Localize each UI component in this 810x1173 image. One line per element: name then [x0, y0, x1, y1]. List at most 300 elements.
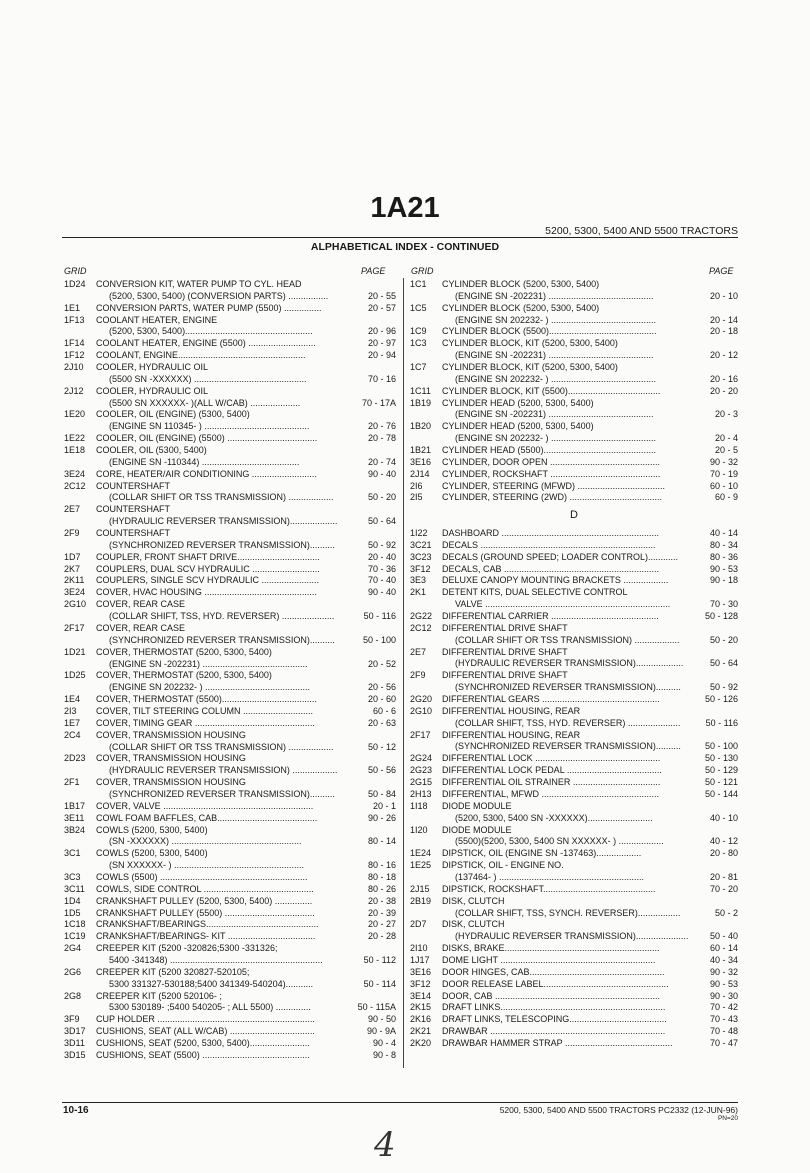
page-ref: 20 - 3 [714, 409, 738, 420]
grid-ref: 2K15 [410, 1002, 432, 1013]
section-letter-d: D [570, 509, 578, 522]
grid-ref: 1I20 [410, 824, 428, 835]
page-ref: 20 - 5 [714, 445, 738, 456]
index-row [64, 492, 396, 504]
page-ref: 90 - 8 [372, 1049, 396, 1060]
entry-description: CRANKSHAFT PULLEY (5200, 5300, 5400) ............... [96, 895, 313, 906]
index-row [410, 801, 738, 813]
entry-description: DIFFERENTIAL HOUSING, REAR [442, 729, 581, 740]
index-row [64, 753, 396, 765]
grid-ref: 2I10 [410, 943, 428, 954]
entry-description: COVER, THERMOSTAT (5200, 5300, 5400) [96, 670, 272, 681]
page-ref: 20 - 76 [367, 421, 396, 432]
grid-ref: 2K21 [410, 1026, 432, 1037]
grid-ref: 3C11 [64, 883, 85, 894]
grid-ref: 1C9 [410, 326, 427, 337]
grid-ref: 1C18 [64, 919, 86, 930]
entry-description: (COLLAR SHIFT OR TSS TRANSMISSION) .................. [109, 492, 334, 503]
page-ref: 20 - 20 [709, 385, 738, 396]
entry-description: COOLER, OIL (ENGINE) (5300, 5400) [96, 409, 250, 420]
entry-description: COUNTERSHAFT [96, 528, 170, 539]
grid-ref: 1F14 [64, 338, 85, 349]
entry-description: (5200, 5300, 5400 SN -XXXXXX).......................... [455, 812, 653, 823]
grid-ref: 1F13 [64, 314, 85, 325]
grid-ref: 3F9 [64, 1014, 80, 1025]
entry-description: CREEPER KIT (5200 520106- ; [96, 990, 222, 1001]
grid-ref: 2F9 [64, 528, 80, 539]
grid-ref: 1I18 [410, 800, 428, 811]
page-ref: 60 - 6 [372, 705, 396, 716]
index-row [410, 564, 738, 576]
page-ref: 50 - 116 [705, 717, 738, 728]
grid-ref: 2B19 [410, 895, 432, 906]
entry-description: (ENGINE SN -110344) ....................................... [109, 456, 300, 467]
page-ref: 70 - 30 [709, 599, 738, 610]
index-row [64, 421, 396, 433]
grid-ref: 1B21 [410, 445, 432, 456]
page-ref: 20 - 18 [709, 326, 738, 337]
index-row [64, 777, 396, 789]
page-ref: 90 - 50 [367, 1014, 396, 1025]
entry-description: DISK, CLUTCH [442, 919, 505, 930]
page-ref: 50 - 12 [367, 741, 396, 752]
page-ref: 50 - 2 [714, 907, 738, 918]
entry-description: (ENGINE SN 202232- ) .......................................... [455, 314, 657, 325]
entry-description: DIFFERENTIAL, MFWD ............................................... [442, 788, 660, 799]
grid-ref: 1D7 [64, 551, 81, 562]
entry-description: DIFFERENTIAL DRIVE SHAFT [442, 646, 568, 657]
entry-description: DELUXE CANOPY MOUNTING BRACKETS .................. [442, 575, 669, 586]
grid-ref: 3D11 [64, 1038, 85, 1048]
entry-description: DECALS, CAB .............................................................. [442, 563, 660, 574]
index-row [64, 1002, 396, 1014]
entry-description: COOLANT HEATER, ENGINE [96, 314, 218, 325]
index-row [64, 611, 396, 623]
entry-description: DIFFERENTIAL HOUSING, REAR [442, 705, 581, 716]
entry-description: DIFFERENTIAL GEARS ............................................... [442, 694, 660, 705]
index-row [410, 362, 738, 374]
grid-ref: 1D24 [64, 279, 86, 289]
entry-description: DRAFT LINKS.................................................................. [442, 1002, 666, 1013]
index-row [410, 386, 738, 398]
entry-description: CYLINDER HEAD (5200, 5300, 5400) [442, 421, 594, 432]
index-row [64, 967, 396, 979]
entry-description: CYLINDER BLOCK, KIT (5200, 5300, 5400) [442, 338, 618, 349]
page-ref: 50 - 20 [709, 634, 738, 645]
index-row [64, 326, 396, 338]
tractors-heading: 5200, 5300, 5400 AND 5500 TRACTORS [545, 225, 738, 237]
index-row [64, 433, 396, 445]
page-ref: 20 - 63 [367, 717, 396, 728]
page-ref: 60 - 9 [714, 492, 738, 503]
index-row [64, 481, 396, 493]
index-row [410, 919, 738, 931]
page-ref: 60 - 10 [709, 480, 738, 491]
page-ref: 50 - 116 [363, 611, 396, 622]
left-grid-header: GRID [64, 266, 87, 276]
index-row [410, 730, 738, 742]
page-ref: 50 - 100 [362, 634, 396, 645]
entry-description: DOOR, CAB .................................................................. [442, 990, 661, 1001]
entry-description: DIFFERENTIAL LOCK .................................................. [442, 753, 661, 764]
index-row [64, 623, 396, 635]
page-ref: 50 - 126 [704, 694, 738, 705]
entry-description: (HYDRAULIC REVERSER TRANSMISSION) .................. [109, 765, 338, 776]
entry-description: DISK, CLUTCH [442, 895, 505, 906]
page-ref: 20 - 28 [367, 931, 396, 942]
grid-ref: 1F12 [64, 350, 85, 361]
entry-description: (SYNCHRONIZED REVERSER TRANSMISSION).......... [109, 539, 335, 550]
page-ref: 20 - 57 [367, 302, 396, 313]
entry-description: COUPLER, FRONT SHAFT DRIVE................................. [96, 551, 320, 562]
grid-ref: 2C12 [64, 480, 86, 491]
page-ref: 20 - 39 [367, 907, 396, 918]
page-ref: 20 - 1 [372, 800, 396, 811]
grid-ref: 2I5 [410, 492, 423, 503]
page-ref: 20 - 14 [709, 314, 738, 325]
entry-description: DIODE MODULE [442, 824, 512, 835]
page-ref: 20 - 96 [367, 326, 396, 337]
page-ref: 80 - 26 [367, 883, 396, 894]
top-rule [62, 237, 738, 238]
entry-description: (SYNCHRONIZED REVERSER TRANSMISSION).......... [109, 788, 335, 799]
entry-description: COVER, HVAC HOUSING ............................................. [96, 587, 317, 598]
entry-description: DIODE MODULE [442, 800, 512, 811]
grid-ref: 2I3 [64, 705, 77, 716]
entry-description: COWL FOAM BAFFLES, CAB........................................ [96, 812, 318, 823]
grid-ref: 1D5 [64, 907, 81, 918]
index-row [410, 777, 738, 789]
page-ref: 20 - 52 [367, 658, 396, 669]
index-row [410, 599, 738, 611]
entry-description: DIFFERENTIAL CARRIER ........................................... [442, 611, 659, 622]
index-row [410, 528, 738, 540]
entry-description: (ENGINE SN -202231) .......................................... [455, 290, 654, 301]
footer-text: 5200, 5300, 5400 AND 5500 TRACTORS PC2332 (12-JUN-96) [499, 1105, 738, 1115]
entry-description: DOOR RELEASE LABEL.................................................. [442, 978, 669, 989]
grid-ref: 2F17 [64, 622, 85, 633]
index-row [64, 1038, 396, 1050]
entry-description: CYLINDER BLOCK (5200, 5300, 5400) [442, 279, 600, 289]
grid-ref: 1E25 [410, 860, 432, 871]
grid-ref: 3E24 [64, 468, 86, 479]
page-ref: 50 - 130 [704, 753, 738, 764]
index-row [64, 469, 396, 481]
page-ref: 20 - 80 [709, 848, 738, 859]
index-row [410, 908, 738, 920]
index-row [64, 694, 396, 706]
entry-description: CONVERSION PARTS, WATER PUMP (5500) ............... [96, 302, 322, 313]
index-row [64, 315, 396, 327]
entry-description: (COLLAR SHIFT OR TSS TRANSMISSION) .................. [455, 634, 680, 645]
page-ref: 40 - 14 [709, 528, 738, 539]
left-index-column [64, 279, 396, 1062]
entry-description: CRANKSHAFT/BEARINGS- KIT ................................... [96, 931, 316, 942]
grid-ref: 1E7 [64, 717, 81, 728]
page-ref: 20 - 97 [367, 338, 396, 349]
grid-ref: 1C7 [410, 362, 427, 373]
index-row [64, 718, 396, 730]
index-row [64, 848, 396, 860]
entry-description: (137464- ) .......................................................... [455, 871, 645, 882]
index-row [64, 825, 396, 837]
index-row [410, 718, 738, 730]
index-row [410, 575, 738, 587]
grid-ref: 2J10 [64, 362, 84, 373]
entry-description: CYLINDER BLOCK, KIT (5200, 5300, 5400) [442, 362, 618, 373]
index-row [64, 765, 396, 777]
grid-ref: 3E16 [410, 456, 432, 467]
entry-description: CYLINDER, STEERING (2WD) ..................................... [442, 492, 663, 503]
grid-ref: 2D23 [64, 753, 86, 764]
grid-ref: 1J17 [410, 954, 430, 965]
index-row [64, 338, 396, 350]
index-row [64, 908, 396, 920]
page-ref: 90 - 32 [709, 966, 738, 977]
index-row [410, 1038, 738, 1050]
grid-ref: 3C1 [64, 848, 81, 859]
page-ref: 90 - 9A [366, 1026, 396, 1037]
grid-ref: 2G20 [410, 694, 433, 705]
entry-description: COOLER, OIL (5300, 5400) [96, 445, 207, 456]
grid-ref: 2G6 [64, 966, 82, 977]
grid-ref: 1E4 [64, 694, 81, 705]
page-ref: 60 - 14 [709, 943, 738, 954]
index-row [64, 670, 396, 682]
grid-ref: 3E16 [410, 966, 432, 977]
index-row [64, 943, 396, 955]
entry-description: DRAWBAR HAMMER STRAP ........................................... [442, 1037, 673, 1048]
page-ref: 90 - 53 [709, 563, 738, 574]
grid-ref: 1D21 [64, 646, 86, 657]
index-row [64, 659, 396, 671]
entry-description: CRANKSHAFT PULLEY (5500) .................................... [96, 907, 315, 918]
entry-description: DOME LIGHT .............................................................. [442, 954, 656, 965]
grid-ref: 3F12 [410, 563, 431, 574]
index-row [410, 1026, 738, 1038]
grid-ref: 1E22 [64, 433, 86, 444]
entry-description: COUPLERS, SINGLE SCV HYDRAULIC ....................... [96, 575, 320, 586]
index-row [410, 445, 738, 457]
entry-description: CREEPER KIT (5200 320827-520105; [96, 966, 250, 977]
entry-description: (5200, 5300, 5400)................................................... [109, 326, 313, 337]
page-number: 10-16 [63, 1105, 89, 1116]
page-ref: 40 - 10 [709, 812, 738, 823]
page-ref: 50 - 129 [704, 765, 738, 776]
index-row [410, 682, 738, 694]
grid-ref: 1D4 [64, 895, 81, 906]
index-row [410, 492, 738, 504]
index-row [410, 741, 738, 753]
entry-description: COOLER, OIL (ENGINE) (5500) .................................... [96, 433, 318, 444]
index-row [64, 398, 396, 410]
index-row [410, 635, 738, 647]
index-row [410, 836, 738, 848]
index-row [64, 516, 396, 528]
entry-description: DIFFERENTIAL DRIVE SHAFT [442, 622, 568, 633]
entry-description: DECALS ...................................................................... [442, 539, 656, 550]
index-row [410, 753, 738, 765]
page-ref: 50 - 100 [704, 741, 738, 752]
grid-ref: 1E18 [64, 445, 86, 456]
page-ref: 20 - 78 [367, 433, 396, 444]
page-ref: 20 - 60 [367, 694, 396, 705]
entry-description: CYLINDER HEAD (5200, 5300, 5400) [442, 397, 594, 408]
entry-description: COVER, TRANSMISSION HOUSING [96, 777, 246, 788]
entry-description: 5300 331327-530188;5400 341349-540204)........... [109, 978, 314, 989]
page-ref: 20 - 38 [367, 895, 396, 906]
index-row [64, 504, 396, 516]
page-ref: 20 - 81 [709, 871, 738, 882]
entry-description: CYLINDER BLOCK (5200, 5300, 5400) [442, 302, 600, 313]
page-ref: 80 - 36 [709, 551, 738, 562]
index-row [410, 872, 738, 884]
grid-ref: 1I22 [410, 528, 428, 539]
page-ref: 20 - 40 [367, 551, 396, 562]
entry-description: (ENGINE SN -202231) .......................................... [455, 350, 654, 361]
grid-ref: 2J12 [64, 385, 84, 396]
page-ref: 20 - 56 [367, 682, 396, 693]
entry-description: COVER, TILT STEERING COLUMN ............................ [96, 705, 314, 716]
page-ref: 50 - 114 [363, 978, 396, 989]
page-ref: 90 - 32 [709, 456, 738, 467]
page-ref: 70 - 48 [709, 1026, 738, 1037]
page-ref: 20 - 74 [367, 456, 396, 467]
entry-description: (ENGINE SN 110345- ) .......................................... [109, 421, 310, 432]
index-row [64, 587, 396, 599]
page-ref: 90 - 18 [709, 575, 738, 586]
grid-ref: 2G10 [64, 599, 87, 610]
entry-description: (SYNCHRONIZED REVERSER TRANSMISSION).......... [455, 682, 681, 693]
index-row [410, 291, 738, 303]
page-ref: 90 - 53 [709, 978, 738, 989]
index-row [410, 694, 738, 706]
grid-ref: 2G4 [64, 943, 82, 954]
entry-description: COUNTERSHAFT [96, 504, 170, 515]
page-ref: 50 - 144 [704, 788, 738, 799]
page-ref: 70 - 16 [367, 373, 396, 384]
handwritten-note: 4 [374, 1125, 396, 1165]
index-row [64, 1026, 396, 1038]
index-row [64, 540, 396, 552]
entry-description: COVER, REAR CASE [96, 622, 186, 633]
index-row [410, 1002, 738, 1014]
page-ref: 90 - 40 [367, 587, 396, 598]
index-row [64, 1014, 396, 1026]
index-row [410, 326, 738, 338]
page-ref: 20 - 12 [709, 350, 738, 361]
index-row [64, 599, 396, 611]
entry-description: CUSHIONS, SEAT (ALL W/CAB) .................................. [96, 1026, 315, 1037]
entry-description: (5500 SN -XXXXXX) ............................................. [109, 373, 307, 384]
index-row [410, 374, 738, 386]
entry-description: CRANKSHAFT/BEARINGS............................................. [96, 919, 319, 930]
entry-description: DIFFERENTIAL OIL STRAINER ................................... [442, 777, 661, 788]
grid-ref: 2J15 [410, 883, 430, 894]
entry-description: CYLINDER, DOOR OPEN ............................................ [442, 456, 661, 467]
index-row [410, 813, 738, 825]
entry-description: COOLER, HYDRAULIC OIL [96, 385, 209, 396]
index-row [410, 706, 738, 718]
entry-description: DIPSTICK, OIL - ENGINE NO. [442, 860, 564, 871]
entry-description: COWLS, SIDE CONTROL ............................................ [96, 883, 314, 894]
right-grid-header: GRID [411, 266, 434, 276]
index-row [410, 623, 738, 635]
grid-ref: 1E24 [410, 848, 432, 859]
grid-ref: 3D15 [64, 1049, 86, 1060]
index-row [410, 896, 738, 908]
index-row [64, 860, 396, 872]
page-ref: 80 - 16 [367, 860, 396, 871]
entry-description: (COLLAR SHIFT, TSS, SYNCH. REVERSER)................. [455, 907, 681, 918]
entry-description: (ENGINE SN -202231) .......................................... [109, 658, 308, 669]
entry-description: DOOR HINGES, CAB...................................................... [442, 966, 665, 977]
grid-ref: 2K20 [410, 1037, 432, 1048]
grid-ref: 1C3 [410, 338, 427, 349]
page-ref: 20 - 10 [709, 290, 738, 301]
entry-description: (ENGINE SN 202232- ) .......................................... [455, 373, 657, 384]
entry-description: DIFFERENTIAL LOCK PEDAL ...................................... [442, 765, 662, 776]
index-row [64, 872, 396, 884]
entry-description: COOLANT, ENGINE................................................... [96, 350, 306, 361]
entry-description: COWLS (5200, 5300, 5400) [96, 824, 208, 835]
grid-ref: 1C5 [410, 302, 427, 313]
page-ref: 70 - 47 [709, 1037, 738, 1048]
entry-description: DIPSTICK, OIL (ENGINE SN -137463).................. [442, 848, 642, 859]
entry-description: (ENGINE SN 202232- ) .......................................... [455, 433, 657, 444]
grid-ref: 3E11 [64, 812, 85, 823]
entry-description: DIPSTICK, ROCKSHAFT............................................. [442, 883, 656, 894]
index-row [410, 409, 738, 421]
entry-description: DISKS, BRAKE.............................................................. [442, 943, 660, 954]
index-row [410, 469, 738, 481]
index-row [410, 433, 738, 445]
grid-ref: 2C12 [410, 622, 432, 633]
grid-ref: 2K11 [64, 575, 85, 586]
index-row [410, 338, 738, 350]
entry-description: COVER, TIMING GEAR ................................................ [96, 717, 315, 728]
entry-description: (SYNCHRONIZED REVERSER TRANSMISSION).......... [109, 634, 335, 645]
grid-ref: 1C11 [410, 385, 431, 396]
entry-description: 5300 530189- ;5400 540205- ; ALL 5500) .............. [109, 1002, 311, 1013]
entry-description: CYLINDER BLOCK, KIT (5500)..................................... [442, 385, 661, 396]
page-ref: 70 - 42 [709, 1002, 738, 1013]
index-row [410, 457, 738, 469]
page-ref: 70 - 19 [709, 468, 738, 479]
index-row [64, 896, 396, 908]
grid-ref: 3E24 [64, 587, 86, 598]
entry-description: COUPLERS, DUAL SCV HYDRAULIC ........................... [96, 563, 320, 574]
grid-ref: 1E1 [64, 302, 81, 313]
page-ref: 50 - 121 [704, 777, 738, 788]
page-ref: 50 - 92 [367, 539, 396, 550]
index-row [410, 765, 738, 777]
entry-description: CYLINDER, STEERING (MFWD) ................................... [442, 480, 666, 491]
page-ref: 50 - 112 [363, 954, 396, 965]
entry-description: CUSHIONS, SEAT (5500) ........................................... [96, 1049, 310, 1060]
index-row [64, 635, 396, 647]
bottom-rule [62, 1102, 738, 1103]
grid-ref: 2F1 [64, 777, 80, 788]
index-row [410, 789, 738, 801]
entry-description: DRAFT LINKS, TELESCOPING....................................... [442, 1014, 667, 1025]
page-ref: 70 - 36 [367, 563, 396, 574]
page-ref: 20 - 4 [714, 433, 738, 444]
page-ref: 50 - 56 [367, 765, 396, 776]
grid-ref: 2H13 [410, 788, 432, 799]
page-ref: 90 - 26 [367, 812, 396, 823]
page-ref: 50 - 20 [367, 492, 396, 503]
